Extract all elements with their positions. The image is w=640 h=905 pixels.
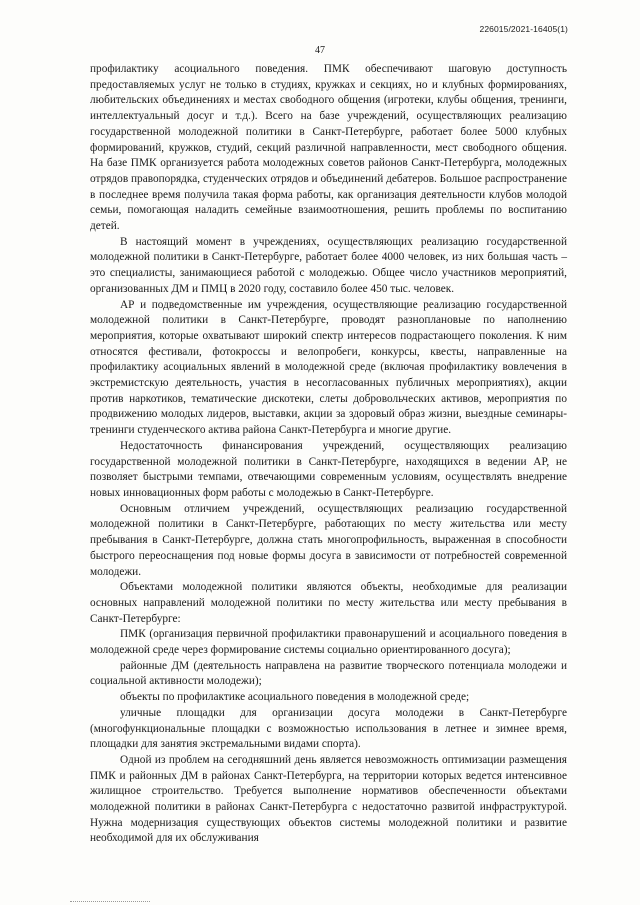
paragraph-objects-intro: Объектами молодежной политики являются объекты, необходимые для реализации основных направлений молодежной политики по месту жительства или месту пребывания в Санкт-Петербурге: [90, 581, 567, 625]
paragraph-funding: Недостаточность финансирования учреждений, осуществляющих реализацию государственной молодежной политики в Санкт-Петербурге, находящихся в ведении АР, не позволяет быстрыми темпами, отвечающими современным условиям, осуществлять внедрение новых инновационных форм работы с молодежью в Санкт-Петербурге. [90, 439, 567, 499]
paragraph-events: АР и подведомственные им учреждения, осуществляющие реализацию государственной молодежной политики в Санкт-Петербурге, проводят разноплановые по наполнению мероприятия, которые охватывают широкий спектр интересов подрастающего поколения. К ним относятся фестивали, фотокроссы и велопробеги, конкурсы, квесты, направленные на профилактику асоциальных явлений в молодежной среде (включая профилактику вовлечения в экстремистскую деятельность, участия в несогласованных публичных мероприятиях), акции против наркотиков, тематические дискотеки, слеты добровольческих активов, мероприятия по продвижению молодых лидеров, выставки, акции за здоровый образ жизни, выездные семинары-тренинги студенческого актива района Санкт-Петербурга и многие другие. [90, 298, 567, 437]
list-item-district-dm: районные ДМ (деятельность направлена на развитие творческого потенциала молодежи и социальной активности молодежи); [90, 659, 567, 688]
list-item-street-sites: уличные площадки для организации досуга молодежи в Санкт-Петербурге (многофункциональные площадки с возможностью использования в летнее и зимнее время, площадки для занятия экстремальными видами спорта). [90, 706, 567, 751]
paragraph-pmk-continuation: профилактику асоциального поведения. ПМК обеспечивают шаговую доступность предоставляемых услуг не только в студиях, кружках и секциях, но и клубных формированиях, любительских объединениях и местах свободного общения (игротеки, клубы общения, тренинги, интеллектуальный досуг и т.д.). Всего на базе учреждений, осуществляющих реализацию государственной молодежной политики в Санкт-Петербурге, работает более 5000 клубных формирований, кружков, студий, секций различной направленности, мест свободного общения. На базе ПМК организуется работа молодежных советов районов Санкт-Петербурга, молодежных отрядов правопорядка, студенческих отрядов и объединений дебатеров. Большое распространение в последнее время получила такая форма работы, как организация деятельности клубов молодой семьи, помогающая наладить семейные взаимоотношения, решить проблемы по воспитанию детей. [90, 63, 567, 233]
page-body [90, 62, 567, 847]
list-item-prevention-objects: объекты по профилактике асоциального поведения в молодежной среде; [120, 691, 470, 704]
paragraph-problem: Одной из проблем на сегодняшний день является невозможность оптимизации размещения ПМК и районных ДМ в районах Санкт-Петербурга, на территории которых ведется интенсивное жилищное строительство. Требуется выполнение нормативов обеспеченности объектами молодежной политики в районах Санкт-Петербурга с недостаточно развитой инфраструктурой. Нужна модернизация существующих объектов системы молодежной политики и развитие необходимой для их обслуживания [90, 753, 567, 845]
paragraph-multiprofile: Основным отличием учреждений, осуществляющих реализацию государственной молодежной политики в Санкт-Петербурге, работающих по месту жительства или месту пребывания в Санкт-Петербурге, должна стать многопрофильность, выраженная в способности быстрого переоснащения под новые формы досуга в зависимости от потребностей современной молодежи. [90, 502, 567, 578]
document-number: 226015/2021-16405(1) [479, 24, 568, 34]
page-number: 47 [315, 45, 325, 56]
list-item-pmk: ПМК (организация первичной профилактики правонарушений и асоциального поведения в молодежной среде через формирование системы социально ориентированного досуга); [90, 628, 567, 657]
scan-edge-mark [70, 901, 150, 902]
paragraph-staff: В настоящий момент в учреждениях, осуществляющих реализацию государственной молодежной политики в Санкт-Петербурге, работает более 4000 человек, из них большая часть – это специалисты, занимающиеся работой с молодежью. Общее число участников мероприятий, организованных ДМ и ПМЦ в 2020 году, составило более 450 тыс. человек. [90, 235, 567, 295]
